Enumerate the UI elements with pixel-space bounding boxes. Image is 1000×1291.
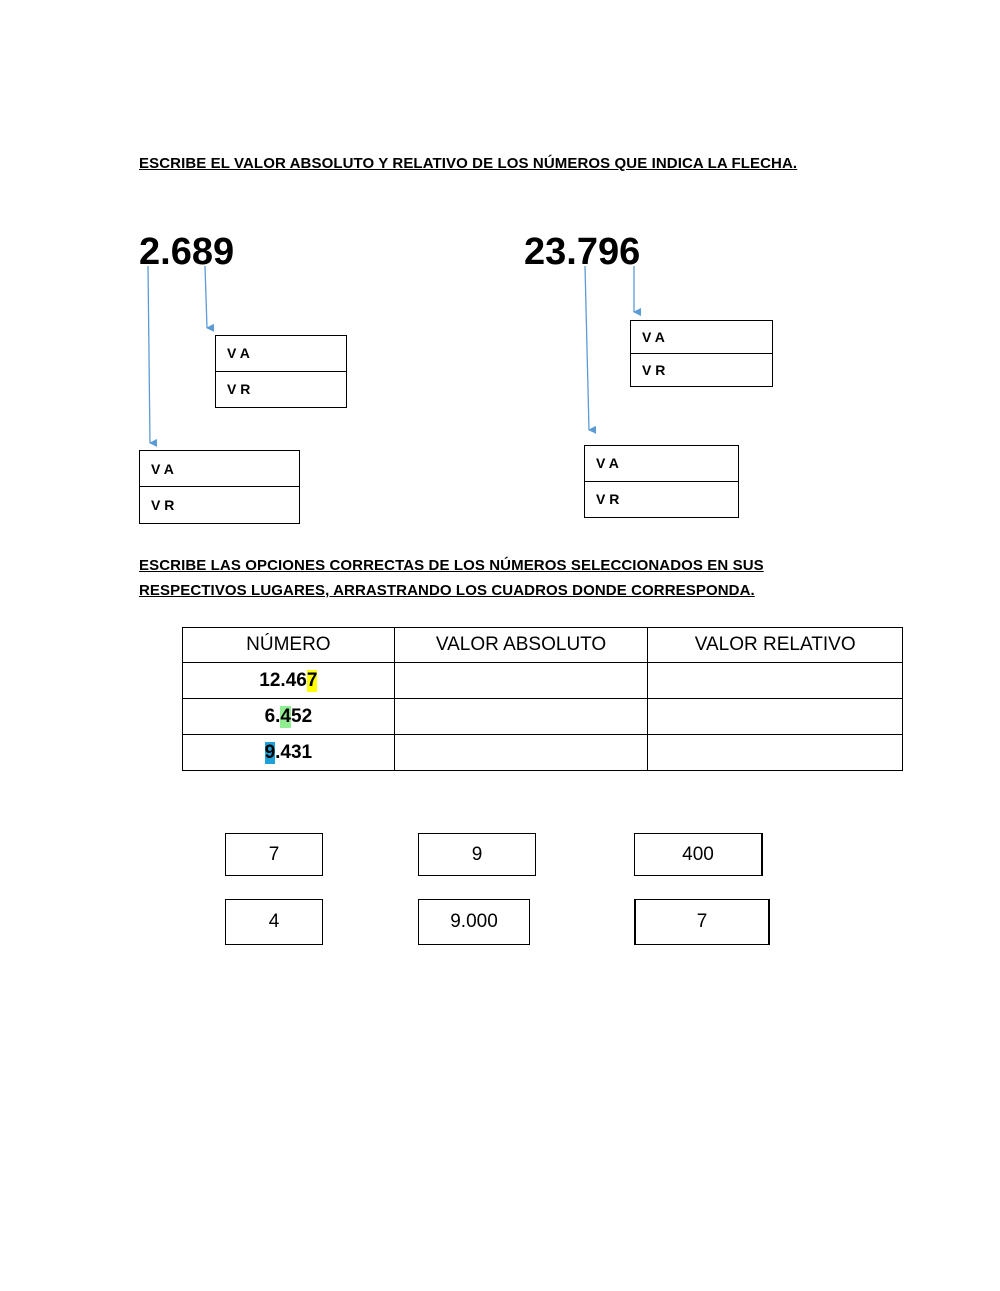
vr-field[interactable]: V R <box>151 497 175 513</box>
number-part: 6. <box>264 705 281 727</box>
draggable-option[interactable]: 7 <box>225 833 323 876</box>
vr-field[interactable]: V R <box>642 361 666 378</box>
answer-box-digit-9 <box>630 320 773 387</box>
drop-slot-absolute[interactable] <box>394 735 648 771</box>
number-part: 52 <box>291 705 313 727</box>
number-cell <box>183 699 395 735</box>
number-cell <box>183 735 395 771</box>
answer-box-digit-2 <box>139 450 300 524</box>
drop-slot-absolute[interactable] <box>394 663 648 699</box>
va-field[interactable]: V A <box>140 451 299 487</box>
va-field[interactable]: V A <box>631 321 772 354</box>
va-field[interactable]: V A <box>585 446 738 482</box>
draggable-option[interactable]: 7 <box>634 899 770 945</box>
va-field[interactable]: V A <box>216 336 346 372</box>
arrow-to-3-box <box>585 266 589 430</box>
draggable-option[interactable]: 9 <box>418 833 536 876</box>
table-row <box>183 699 903 735</box>
answer-box-digit-8 <box>215 335 347 408</box>
vr-field[interactable]: V R <box>596 491 620 508</box>
drop-slot-absolute[interactable] <box>394 699 648 735</box>
number-part: .431 <box>275 741 313 763</box>
drop-slot-relative[interactable] <box>648 735 903 771</box>
number-2689: 2.689 <box>139 231 235 273</box>
header-valor-absoluto: VALOR ABSOLUTO <box>394 628 648 663</box>
value-table <box>182 627 903 771</box>
arrow-to-8-box <box>205 266 207 328</box>
answer-box-digit-3 <box>584 445 739 518</box>
number-part: 12.46 <box>259 669 307 691</box>
highlighted-digit: 4 <box>280 705 291 727</box>
instruction-drag: ESCRIBE LAS OPCIONES CORRECTAS DE LOS NÚMEROS SELECCIONADOS EN SUS RESPECTIVOS LUGARES, ARRASTRANDO LOS CUADROS DONDE CORRESPONDA. <box>139 557 764 599</box>
draggable-option[interactable]: 9.000 <box>418 899 530 945</box>
header-numero: NÚMERO <box>183 628 395 663</box>
highlighted-digit: 9 <box>264 741 276 763</box>
arrow-to-2-box <box>148 266 150 443</box>
table-row <box>183 663 903 699</box>
draggable-option[interactable]: 400 <box>634 833 763 876</box>
number-cell <box>183 663 395 699</box>
table-header-row <box>183 628 903 663</box>
instruction-arrows: ESCRIBE EL VALOR ABSOLUTO Y RELATIVO DE LOS NÚMEROS QUE INDICA LA FLECHA. <box>139 155 798 172</box>
header-valor-relativo: VALOR RELATIVO <box>648 628 903 663</box>
drop-slot-relative[interactable] <box>648 699 903 735</box>
drop-slot-relative[interactable] <box>648 663 903 699</box>
highlighted-digit: 7 <box>306 669 318 691</box>
vr-field[interactable]: V R <box>227 381 251 398</box>
draggable-option[interactable]: 4 <box>225 899 323 945</box>
table-row <box>183 735 903 771</box>
number-23796: 23.796 <box>524 231 641 273</box>
